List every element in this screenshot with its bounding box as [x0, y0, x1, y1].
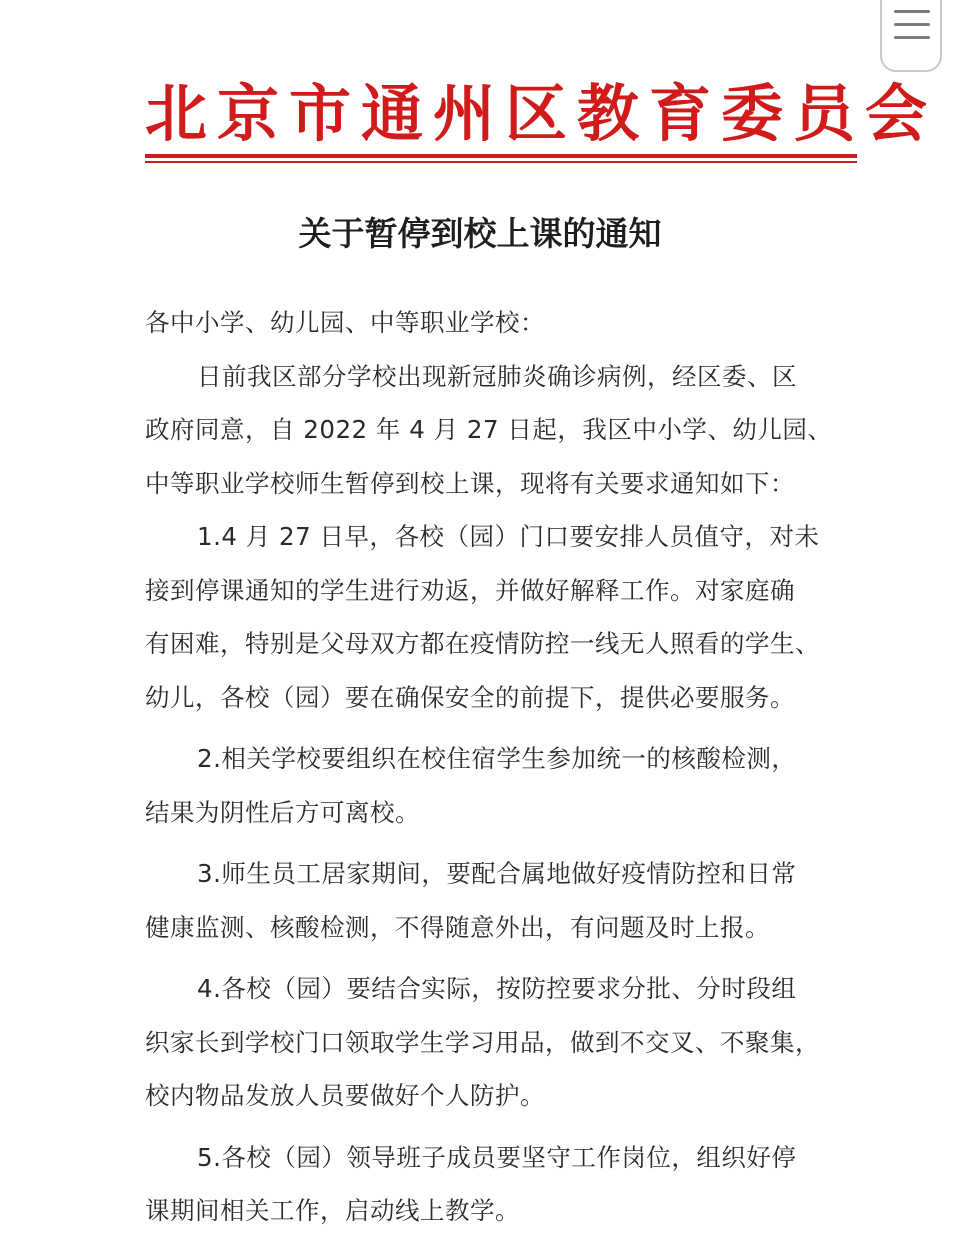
item4-line: 4.各校（园）要结合实际，按防控要求分批、分时段组: [197, 974, 797, 1003]
paragraph-gap: [145, 1123, 835, 1131]
item1-line: 有困难，特别是父母双方都在疫情防控一线无人照看的学生、: [145, 629, 820, 658]
document-title: 关于暂停到校上课的通知: [298, 214, 662, 253]
item5-line: 课期间相关工作，启动线上教学。: [145, 1196, 520, 1225]
menu-button[interactable]: [880, 0, 942, 72]
intro-line: 政府同意，自 2022 年 4 月 27 日起，我区中小学、幼儿园、: [145, 415, 833, 444]
document-body: [145, 296, 835, 1238]
salutation: 各中小学、幼儿园、中等职业学校：: [145, 308, 545, 337]
letterhead-rule-thin: [145, 161, 857, 163]
item1-line: 1.4 月 27 日早，各校（园）门口要安排人员值守，对未: [197, 522, 820, 551]
item1-line: 幼儿，各校（园）要在确保安全的前提下，提供必要服务。: [145, 682, 795, 712]
letterhead: [145, 60, 938, 170]
paragraph-gap: [145, 724, 835, 732]
letterhead-rule-thick: [145, 154, 857, 158]
item4-line: 织家长到学校门口领取学生学习用品，做到不交叉、不聚集，: [145, 1027, 820, 1057]
item3-line: 健康监测、核酸检测，不得随意外出，有问题及时上报。: [145, 912, 770, 942]
intro-line: 中等职业学校师生暂停到校上课，现将有关要求通知如下：: [145, 468, 795, 498]
item2-line: 结果为阴性后方可离校。: [145, 797, 420, 827]
letterhead-title: 北京市通州区教育委员会: [145, 77, 938, 150]
item4-line: 校内物品发放人员要做好个人防护。: [145, 1081, 545, 1110]
hamburger-menu-icon-bar: [894, 23, 930, 26]
item2-line: 2.相关学校要组织在校住宿学生参加统一的核酸检测，: [197, 744, 797, 773]
item5-line: 5.各校（园）领导班子成员要坚守工作岗位，组织好停: [197, 1142, 797, 1172]
item1-line: 接到停课通知的学生进行劝返，并做好解释工作。对家庭确: [145, 575, 795, 605]
hamburger-menu-icon-bar: [894, 36, 930, 39]
intro-line: 日前我区部分学校出现新冠肺炎确诊病例，经区委、区: [197, 361, 797, 391]
item3-line: 3.师生员工居家期间，要配合属地做好疫情防控和日常: [197, 859, 797, 888]
hamburger-menu-icon: [894, 10, 930, 13]
paragraph-gap: [145, 954, 835, 962]
paragraph-gap: [145, 839, 835, 847]
